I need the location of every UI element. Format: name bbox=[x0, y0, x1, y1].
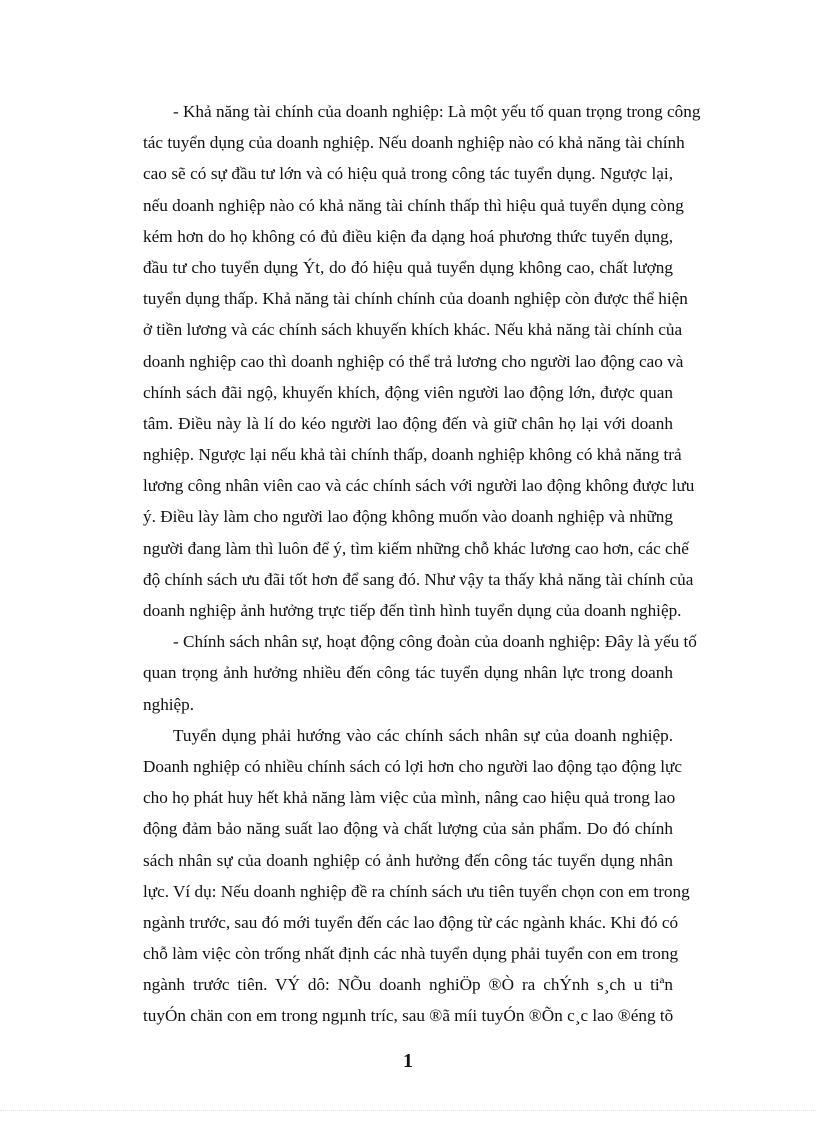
text-line: ý. Điều lày làm cho người lao động không muốn vào doanh nghiệp và những bbox=[143, 507, 673, 527]
text-line: nghiệp. bbox=[143, 694, 195, 714]
text-line: động đảm bảo năng suất lao động và chất lượng của sản phẩm. Do đó chính bbox=[143, 819, 673, 839]
page-number: 1 bbox=[403, 1050, 413, 1072]
text-line: tuyÓn chän con em trong ngµnh tríc, sau ®ã míi tuyÓn ®Õn c¸c lao ®éng tõ bbox=[143, 1006, 674, 1026]
text-line: đầu tư cho tuyển dụng Ýt, do đó hiệu quả tuyển dụng không cao, chất lượng bbox=[143, 257, 673, 277]
text-line: - Chính sách nhân sự, hoạt động công đoàn của doanh nghiệp: Đây là yếu tố bbox=[173, 632, 697, 652]
text-line: cho họ phát huy hết khả năng làm việc của mình, nâng cao hiệu quả trong lao bbox=[143, 788, 676, 808]
text-line: nghiệp. Ngược lại nếu khả tài chính thấp, doanh nghiệp không có khả năng trả bbox=[143, 445, 682, 465]
text-line: chính sách đãi ngộ, khuyến khích, động viên người lao động lớn, được quan bbox=[143, 382, 673, 402]
text-line: - Khả năng tài chính của doanh nghiệp: Là một yếu tố quan trọng trong công bbox=[173, 102, 701, 121]
text-line: quan trọng ảnh hưởng nhiều đến công tác tuyển dụng nhân lực trong doanh bbox=[143, 663, 673, 683]
text-line: kém hơn do họ không có đủ điều kiện đa dạng hoá phương thức tuyển dụng, bbox=[143, 226, 673, 246]
page-bottom-divider bbox=[0, 1110, 816, 1111]
text-line: lương công nhân viên cao và các chính sách với người lao động không được lưu bbox=[143, 476, 695, 496]
text-line: sách nhân sự của doanh nghiệp có ảnh hưởng đến công tác tuyển dụng nhân bbox=[143, 850, 673, 870]
text-line: lực. Ví dụ: Nếu doanh nghiệp đề ra chính sách ưu tiên tuyển chọn con em trong bbox=[143, 881, 690, 901]
text-line: chỗ làm việc còn trống nhất định các nhà tuyển dụng phải tuyển con em trong bbox=[143, 944, 679, 964]
text-line: cao sẽ có sự đầu tư lớn và có hiệu quả trong công tác tuyển dụng. Ngược lại, bbox=[143, 164, 673, 184]
text-line: tuyển dụng thấp. Khả năng tài chính chính của doanh nghiệp còn được thể hiện bbox=[143, 289, 688, 309]
text-line: người đang làm thì luôn để ý, tìm kiếm những chỗ khác lương cao hơn, các chế bbox=[143, 538, 689, 558]
body-text bbox=[143, 96, 701, 1032]
text-line: ngành trước tiên. VÝ dô: NÕu doanh nghiÖp ®Ò ra chÝnh s¸ch u tiªn bbox=[143, 975, 673, 995]
text-line: độ chính sách ưu đãi tốt hơn để sang đó. Như vậy ta thấy khả năng tài chính của bbox=[143, 569, 694, 589]
text-line: tâm. Điều này là lí do kéo người lao động đến và giữ chân họ lại với doanh bbox=[143, 413, 673, 433]
text-line: nếu doanh nghiệp nào có khả năng tài chính thấp thì hiệu quả tuyển dụng còng bbox=[143, 195, 684, 215]
text-line: Tuyển dụng phải hướng vào các chính sách nhân sự của doanh nghiệp. bbox=[173, 725, 673, 745]
text-line: ở tiền lương và các chính sách khuyến khích khác. Nếu khả năng tài chính của bbox=[143, 320, 683, 340]
text-line: Doanh nghiệp có nhiều chính sách có lợi hơn cho người lao động tạo động lực bbox=[143, 756, 682, 776]
text-line: doanh nghiệp ảnh hưởng trực tiếp đến tình hình tuyển dụng của doanh nghiệp. bbox=[143, 601, 682, 620]
text-line: doanh nghiệp cao thì doanh nghiệp có thể trả lương cho người lao động cao và bbox=[143, 351, 684, 371]
text-line: tác tuyển dụng của doanh nghiệp. Nếu doanh nghiệp nào có khả năng tài chính bbox=[143, 133, 685, 153]
text-line: ngành trước, sau đó mới tuyển đến các lao động từ các ngành khác. Khi đó có bbox=[143, 912, 679, 932]
